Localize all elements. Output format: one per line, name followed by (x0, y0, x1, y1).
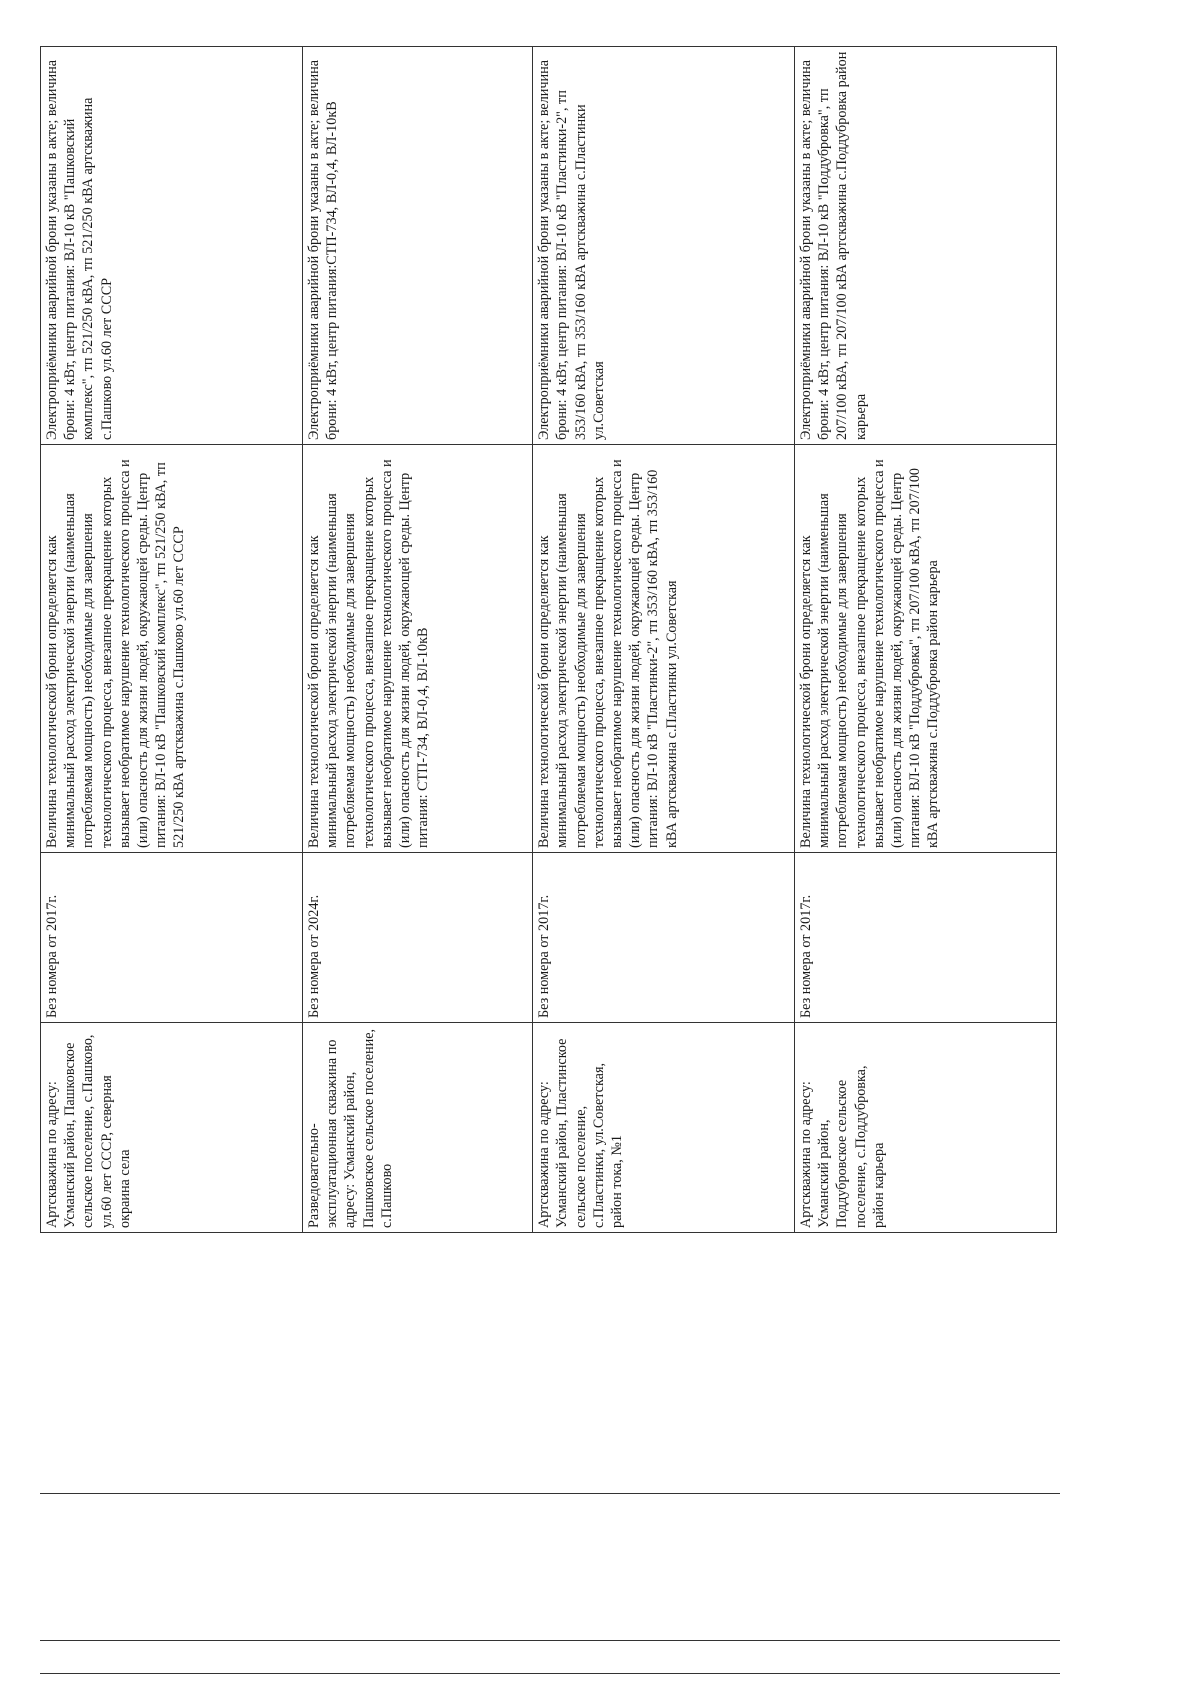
object-address-cell: Разведовательно-эксплуатационная скважина по адресу: Усманский район, Пашковское сельское поселение, с.Пашково (302, 1023, 532, 1233)
reserve-table (40, 46, 1057, 1233)
act-document-cell: Без номера от 2024г. (302, 853, 532, 1023)
horizontal-divider (40, 1673, 1060, 1674)
horizontal-divider (40, 1640, 1060, 1641)
table-row (41, 47, 303, 1233)
object-address-cell: Артскважина по адресу: Усманский район, Пластинское сельское поселение, с.Пластинки, ул.Советская, район тока, №1 (533, 1023, 795, 1233)
object-address-cell: Артскважина по адресу: Усманский район, Поддубровское сельское поселение, с.Поддубровка, район карьера (795, 1023, 1057, 1233)
act-document-cell: Без номера от 2017г. (533, 853, 795, 1023)
table-row (533, 47, 795, 1233)
emergency-reserve-cell: Электроприёмники аварийной брони указаны в акте; величина брони: 4 кВт, центр питания:СТП-734, ВЛ-0,4, ВЛ-10кВ (302, 47, 532, 445)
emergency-reserve-cell: Электроприёмники аварийной брони указаны в акте; величина брони: 4 кВт, центр питания: ВЛ-10 кВ "Пластинки-2", тп 353/160 кВА, тп 353/160 кВА артскважина с.Пластинки ул.Советская (533, 47, 795, 445)
technological-reserve-cell: Величина технологической брони определяется как минимальный расход электрической энергии (наименьшая потребляемая мощность) необходимые для завершения технологического процесса, внезапное прекращение которых вызывает необратимое нарушение технологического процесса и (или) опасность для жизни людей, окружающей среды. Центр питания: СТП-734, ВЛ-0,4, ВЛ-10кВ (302, 445, 532, 853)
technological-reserve-cell: Величина технологической брони определяется как минимальный расход электрической энергии (наименьшая потребляемая мощность) необходимые для завершения технологического процесса, внезапное прекращение которых вызывает необратимое нарушение технологического процесса и (или) опасность для жизни людей, окружающей среды. Центр питания: ВЛ-10 кВ "Пластинки-2", тп 353/160 кВА, тп 353/160 кВА артскважина с.Пластинки ул.Советская (533, 445, 795, 853)
technological-reserve-cell: Величина технологической брони определяется как минимальный расход электрической энергии (наименьшая потребляемая мощность) необходимые для завершения технологического процесса, внезапное прекращение которых вызывает необратимое нарушение технологического процесса и (или) опасность для жизни людей, окружающей среды. Центр питания: ВЛ-10 кВ "Пашковский комплекс", тп 521/250 кВА, тп 521/250 кВА артскважина с.Пашково ул.60 лет СССР (41, 445, 303, 853)
act-document-cell: Без номера от 2017г. (41, 853, 303, 1023)
object-address-cell: Артскважина по адресу: Усманский район, Пашковское сельское поселение, с.Пашково, ул.60 лет СССР, северная окраина села (41, 1023, 303, 1233)
table-row (795, 47, 1057, 1233)
emergency-reserve-cell: Электроприёмники аварийной брони указаны в акте; величина брони: 4 кВт, центр питания: ВЛ-10 кВ "Поддубровка", тп 207/100 кВА, тп 207/100 кВА артскважина с.Поддубровка район карьера (795, 47, 1057, 445)
act-document-cell: Без номера от 2017г. (795, 853, 1057, 1023)
rotated-table-container (40, 47, 1057, 1233)
table-row (302, 47, 532, 1233)
horizontal-divider (40, 1493, 1060, 1494)
emergency-reserve-cell: Электроприёмники аварийной брони указаны в акте; величина брони: 4 кВт, центр питания: ВЛ-10 кВ "Пашковский комплекс", тп 521/250 кВА, тп 521/250 кВА артскважина с.Пашково ул.60 лет СССР (41, 47, 303, 445)
technological-reserve-cell: Величина технологической брони определяется как минимальный расход электрической энергии (наименьшая потребляемая мощность) необходимые для завершения технологического процесса, внезапное прекращение которых вызывает необратимое нарушение технологического процесса и (или) опасность для жизни людей, окружающей среды. Центр питания: ВЛ-10 кВ "Поддубровка", тп 207/100 кВА, тп 207/100 кВА артскважина с.Поддубровка район карьера (795, 445, 1057, 853)
